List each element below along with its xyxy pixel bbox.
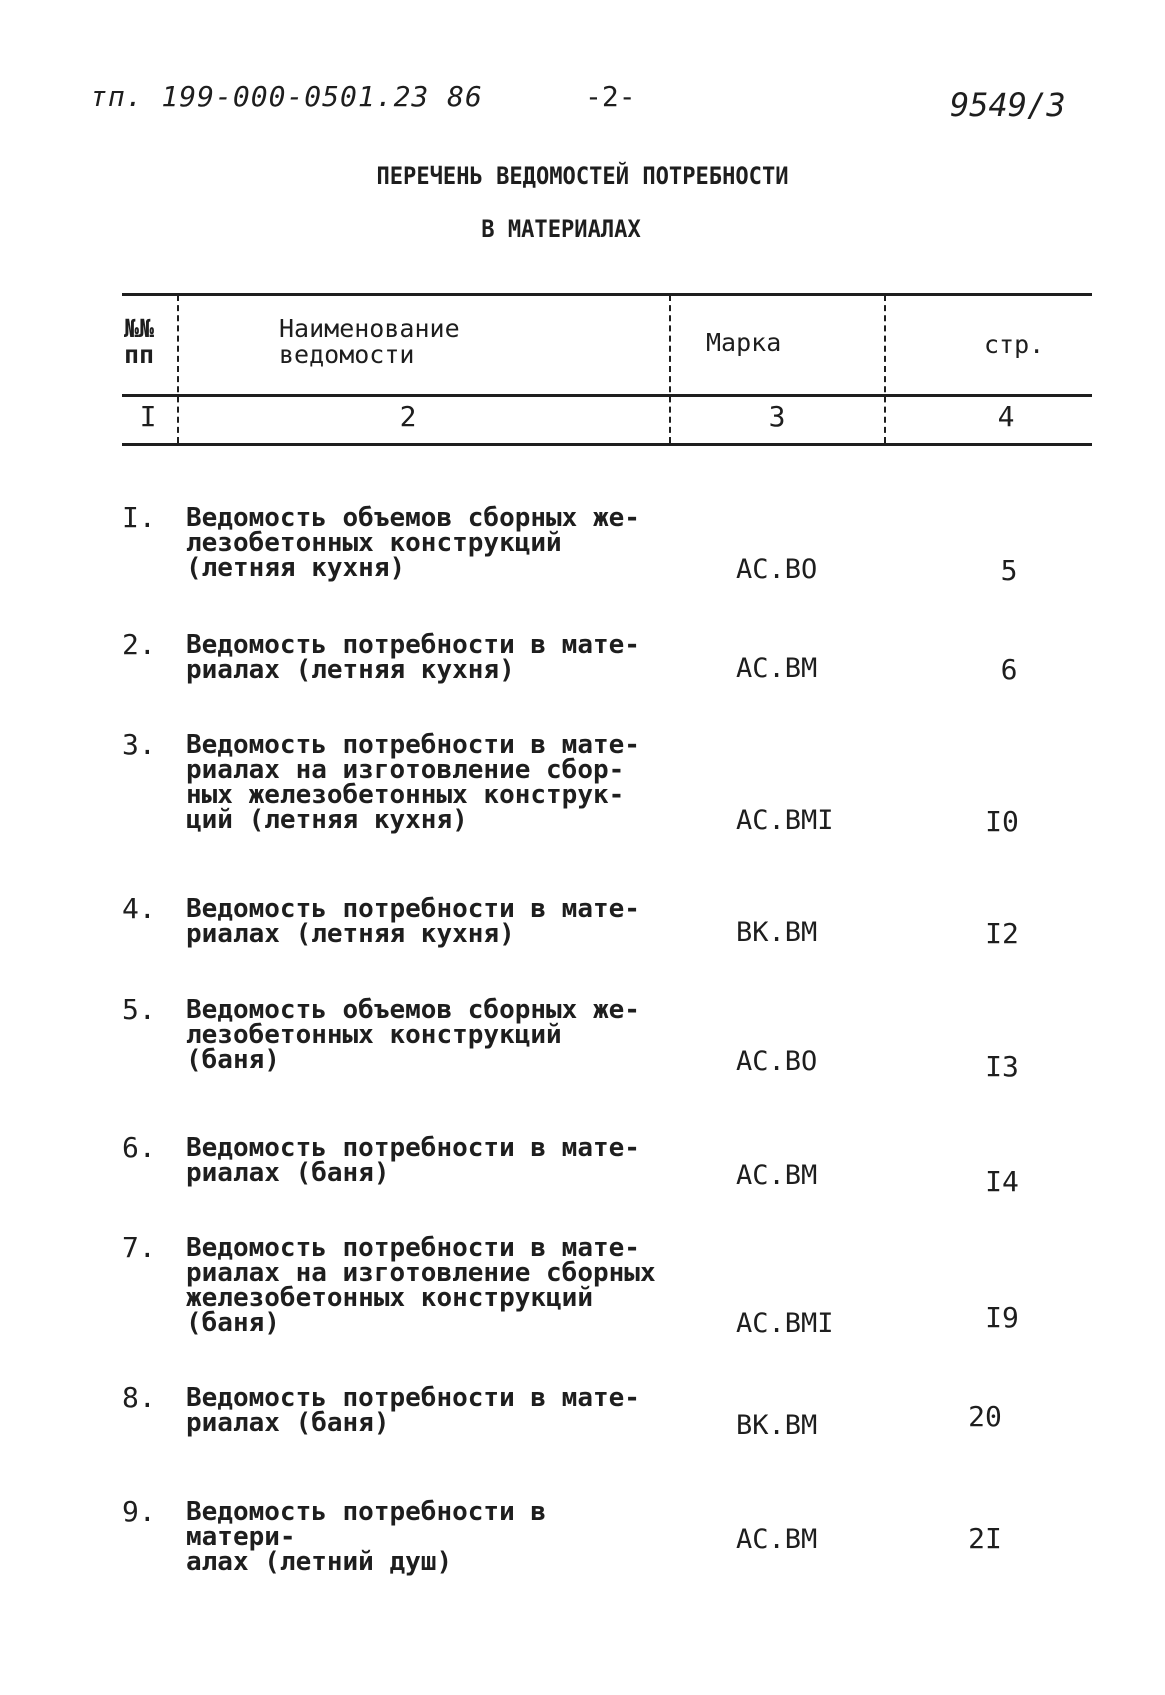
row-page: I0 [985,805,1019,838]
row-name: Ведомость потребности в мате- риалах (летняя кухня) [186,894,640,949]
row-mark: АС.ВМ [736,1524,818,1555]
row-number: 4. [122,892,156,925]
row-number: 3. [122,728,156,761]
table-column-numbers-rule [122,443,1092,446]
row-page: I3 [985,1050,1019,1083]
row-name: Ведомость потребности в матери- алах (летний душ) [186,1497,547,1577]
row-number: 2. [122,628,156,661]
row-name: Ведомость объемов сборных же- лезобетонных конструкций (летняя кухня) [186,503,640,583]
page-subtitle: В МАТЕРИАЛАХ [481,215,641,243]
column-number-1: I [139,400,157,433]
row-page: 5 [1000,554,1018,587]
header-number [124,316,154,368]
row-page: I9 [985,1301,1019,1334]
header-mark: Марка [706,328,782,357]
page-title: ПЕРЕЧЕНЬ ВЕДОМОСТЕЙ ПОТРЕБНОСТИ [376,162,789,190]
header-number-line2: пп [124,340,155,369]
row-name: Ведомость потребности в мате- риалах на изготовление сборных железобетонных конструкций (баня) [186,1233,656,1338]
table-header-rule [122,394,1092,397]
row-mark: АС.ВМ [736,1160,818,1191]
row-mark: ВК.ВМ [736,917,818,948]
row-number: I. [122,501,156,534]
row-page: 2I [968,1522,1002,1555]
header-name-line2: ведомости [279,340,415,369]
row-name: Ведомость потребности в мате- риалах (баня) [186,1133,640,1188]
column-number-4: 4 [997,400,1015,433]
column-number-3: 3 [768,400,786,433]
page-number: -2- [585,80,636,113]
column-number-2: 2 [399,400,417,433]
row-page: 20 [968,1400,1002,1433]
row-mark: АС.ВМ [736,653,818,684]
row-number: 8. [122,1381,156,1414]
column-divider-2 [669,295,671,443]
row-name: Ведомость объемов сборных же- лезобетонных конструкций (баня) [186,995,640,1075]
row-page: I2 [985,917,1019,950]
row-number: 7. [122,1231,156,1264]
row-mark: АС.ВО [736,554,818,585]
row-name: Ведомость потребности в мате- риалах (летняя кухня) [186,630,640,685]
header-name-line1: Наименование [279,314,460,343]
row-number: 6. [122,1131,156,1164]
row-page: I4 [985,1165,1019,1198]
row-mark: АС.ВО [736,1046,818,1077]
row-number: 5. [122,993,156,1026]
row-name: Ведомость потребности в мате- риалах на изготовление сбор- ных железобетонных конструк- ций (летняя кухня) [186,730,640,835]
row-number: 9. [122,1495,156,1528]
row-mark: ВК.ВМ [736,1410,818,1441]
row-page: 6 [1000,653,1018,686]
header-page: стр. [984,330,1045,359]
document-code: тп. 199-000-0501.23 86 [90,80,483,113]
header-name [279,316,460,368]
column-divider-3 [884,295,886,443]
header-number-line1: №№ [124,314,155,343]
archive-number: 9549/3 [950,86,1066,124]
row-mark: АС.ВМI [736,1308,834,1339]
table-top-rule [122,293,1092,296]
row-mark: АС.ВМI [736,805,834,836]
row-name: Ведомость потребности в мате- риалах (баня) [186,1383,640,1438]
